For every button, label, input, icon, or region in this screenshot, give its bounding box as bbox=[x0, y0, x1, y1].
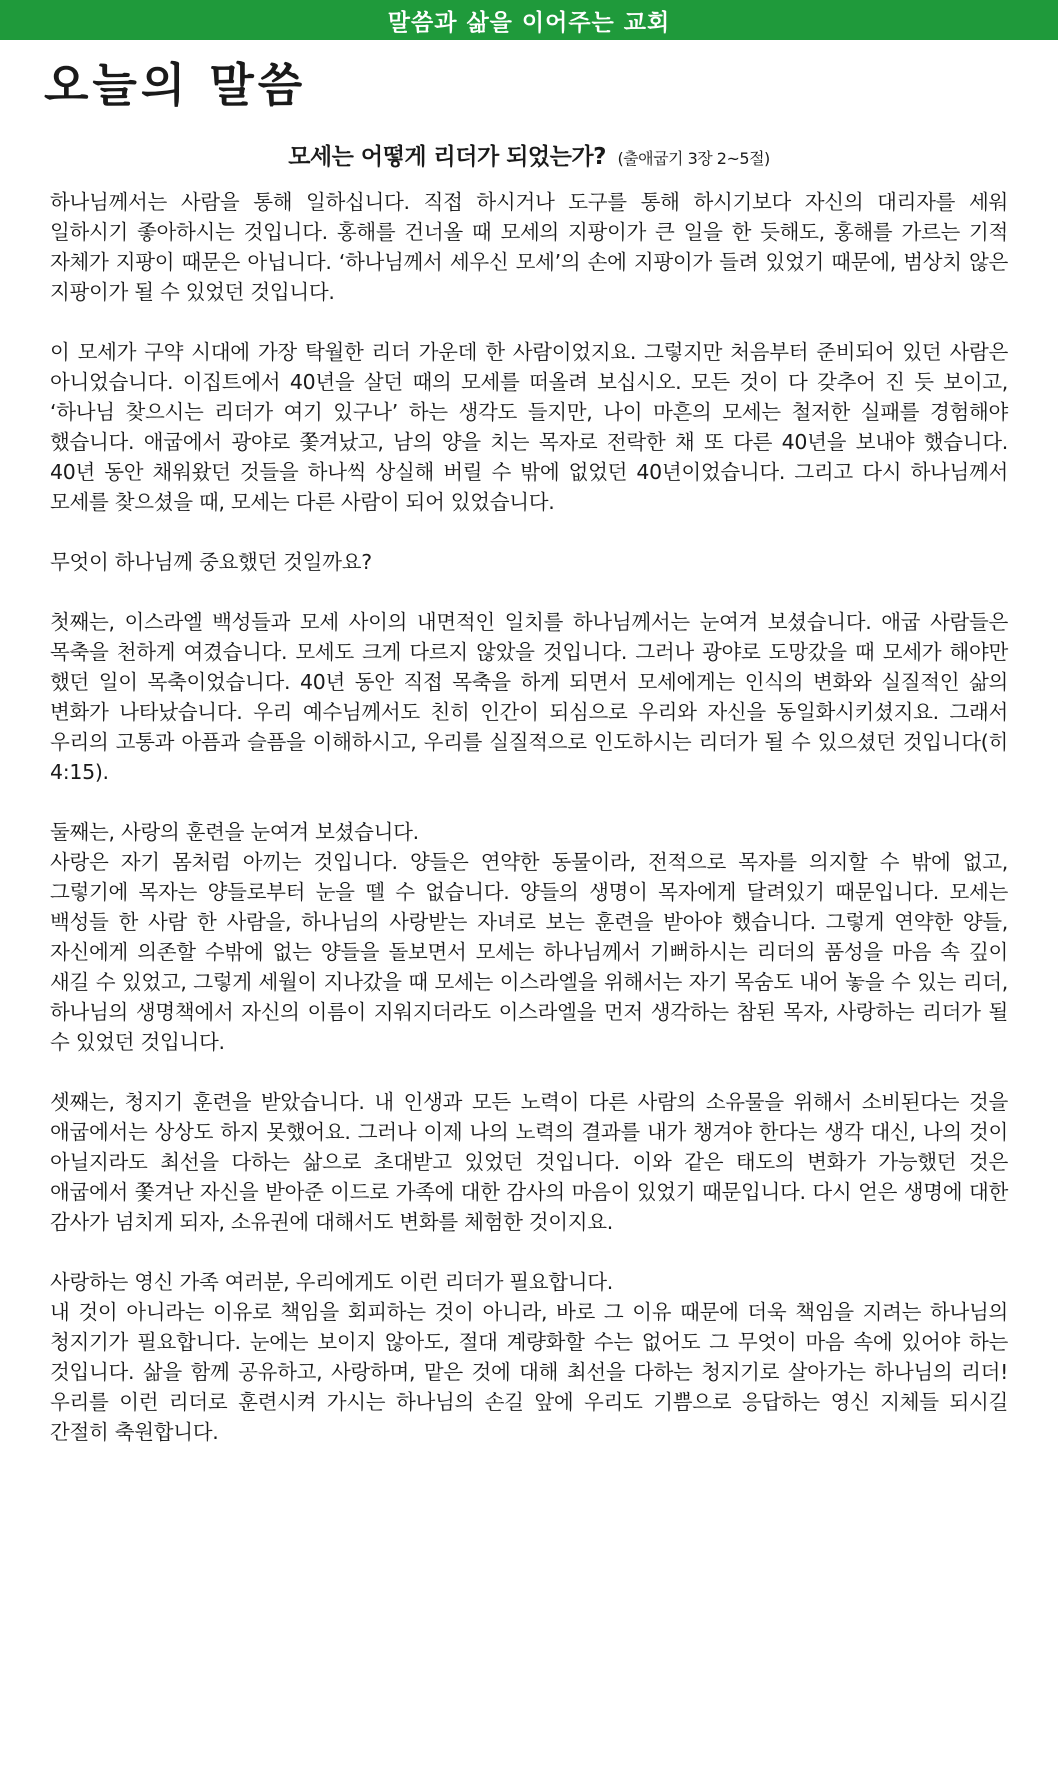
paragraph-third-point: 셋째는, 청지기 훈련을 받았습니다. 내 인생과 모든 노력이 다른 사람의 소유물을 위해서 소비된다는 것을 애굽에서는 상상도 하지 못했어요. 그러나 이제 나의 노력의 결과를 내가 챙겨야 한다는 생각 대신, 나의 것이 아닐지라도 최선을 다하는 삶으로 초대받고 있었던 것입니다. 이와 같은 태도의 변화가 가능했던 것은 애굽에서 쫓겨난 자신을 받아준 이드로 가족에 대한 감사의 마음이 있었기 때문입니다. 다시 얻은 생명에 대한 감사가 넘치게 되자, 소유권에 대해서도 변화를 체험한 것이지요. bbox=[50, 1090, 1008, 1234]
sermon-body bbox=[50, 187, 1008, 1477]
page-title: 오늘의 말씀 bbox=[44, 58, 307, 112]
paragraph-second-point-body: 사랑은 자기 몸처럼 아끼는 것입니다. 양들은 연약한 동물이라, 전적으로 목자를 의지할 수 밖에 없고, 그렇기에 목자는 양들로부터 눈을 뗄 수 없습니다. 양들의 생명이 목자에게 달려있기 때문입니다. 모세는 백성들 한 사람 한 사람을, 하나님의 사랑받는 자녀로 보는 훈련을 받아야 했습니다. 그렇게 연약한 양들, 자신에게 의존할 수밖에 없는 양들을 돌보면서 모세는 하나님께서 기뻐하시는 리더의 품성을 마음 속 깊이 새길 수 있었고, 그렇게 세월이 지나갔을 때 모세는 이스라엘을 위해서는 자기 목숨도 내어 놓을 수 있는 리더, 하나님의 생명책에서 자신의 이름이 지워지더라도 이스라엘을 먼저 생각하는 참된 목자, 사랑하는 리더가 될 수 있었던 것입니다. bbox=[50, 850, 1008, 1054]
paragraph-moses-background: 이 모세가 구약 시대에 가장 탁월한 리더 가운데 한 사람이었지요. 그렇지만 처음부터 준비되어 있던 사람은 아니었습니다. 이집트에서 40년을 살던 때의 모세를 떠올려 보십시오. 모든 것이 다 갖추어 진 듯 보이고, ‘하나님 찾으시는 리더가 여기 있구나’ 하는 생각도 들지만, 나이 마흔의 모세는 철저한 실패를 경험해야 했습니다. 애굽에서 광야로 쫓겨났고, 남의 양을 치는 목자로 전락한 채 또 다른 40년을 보내야 했습니다. 40년 동안 채워왔던 것들을 하나씩 상실해 버릴 수 밖에 없었던 40년이었습니다. 그리고 다시 하나님께서 모세를 찾으셨을 때, 모세는 다른 사람이 되어 있었습니다. bbox=[50, 340, 1008, 514]
paragraph-intro: 하나님께서는 사람을 통해 일하십니다. 직접 하시거나 도구를 통해 하시기보다 자신의 대리자를 세워 일하시기 좋아하시는 것입니다. 홍해를 건너올 때 모세의 지팡이가 큰 일을 한 듯해도, 홍해를 가르는 기적 자체가 지팡이 때문은 아닙니다. ‘하나님께서 세우신 모세’의 손에 지팡이가 들려 있었기 때문에, 범상치 않은 지팡이가 될 수 있었던 것입니다. bbox=[50, 190, 1008, 304]
paragraph-first-point: 첫째는, 이스라엘 백성들과 모세 사이의 내면적인 일치를 하나님께서는 눈여겨 보셨습니다. 애굽 사람들은 목축을 천하게 여겼습니다. 모세도 크게 다르지 않았을 것입니다. 그러나 광야로 도망갔을 때 모세가 해야만 했던 일이 목축이었습니다. 40년 동안 직접 목축을 하게 되면서 모세에게는 인식의 변화와 실질적인 삶의 변화가 나타났습니다. 우리 예수님께서도 친히 인간이 되심으로 우리와 자신을 동일화시키셨지요. 그래서 우리의 고통과 아픔과 슬픔을 이해하시고, 우리를 실질적으로 인도하시는 리더가 될 수 있으셨던 것입니다(히 4:15). bbox=[50, 610, 1008, 784]
sermon-title bbox=[0, 138, 1058, 171]
paragraph-second-point-heading: 둘째는, 사랑의 훈련을 눈여겨 보셨습니다. bbox=[50, 820, 419, 844]
banner-text: 말씀과 삶을 이어주는 교회 bbox=[387, 9, 671, 36]
paragraph-closing-heading: 사랑하는 영신 가족 여러분, 우리에게도 이런 리더가 필요합니다. bbox=[50, 1270, 614, 1294]
sermon-title-text: 모세는 어떻게 리더가 되었는가? bbox=[288, 144, 606, 170]
paragraph-closing-body: 내 것이 아니라는 이유로 책임을 회피하는 것이 아니라, 바로 그 이유 때문에 더욱 책임을 지려는 하나님의 청지기가 필요합니다. 눈에는 보이지 않아도, 절대 계량화할 수는 없어도 그 무엇이 마음 속에 있어야 하는 것입니다. 삶을 함께 공유하고, 사랑하며, 맡은 것에 대해 최선을 다하는 청지기로 살아가는 하나님의 리더! 우리를 이런 리더로 훈련시켜 가시는 하나님의 손길 앞에 우리도 기쁨으로 응답하는 영신 지체들 되시길 간절히 축원합니다. bbox=[50, 1300, 1008, 1444]
church-banner bbox=[0, 0, 1058, 40]
paragraph-question: 무엇이 하나님께 중요했던 것일까요? bbox=[50, 550, 372, 574]
scripture-reference: (출애굽기 3장 2~5절) bbox=[617, 149, 770, 168]
